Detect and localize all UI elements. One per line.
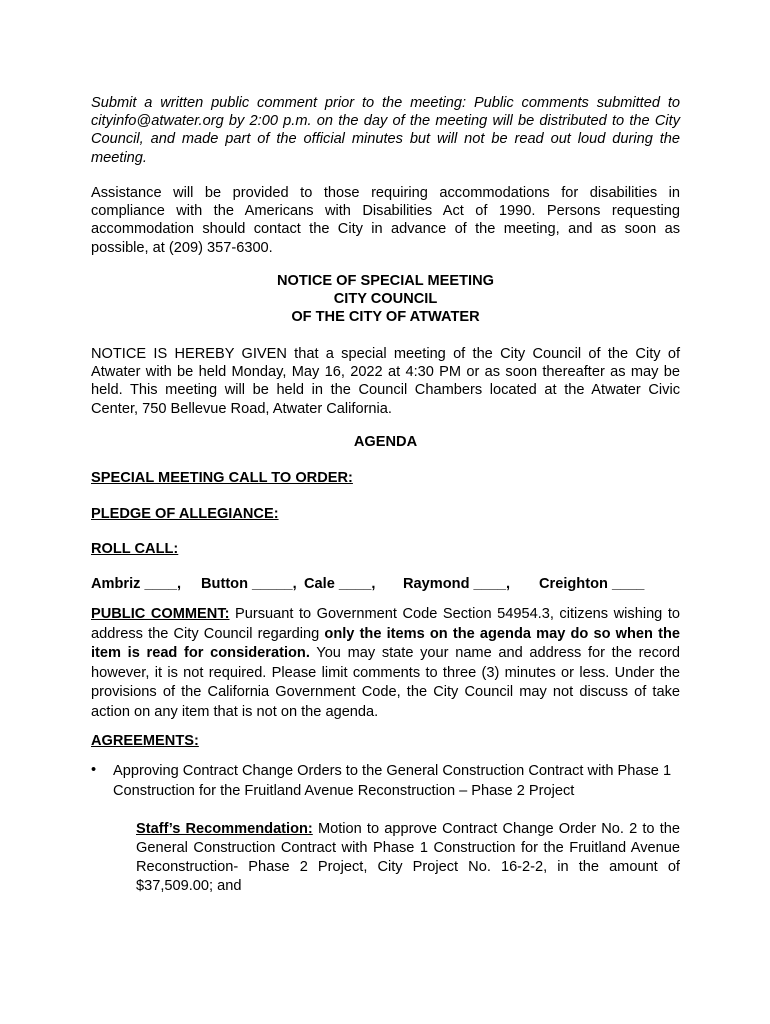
roll-raymond: Raymond ____,: [403, 576, 511, 592]
notice-title: [91, 272, 680, 327]
public-comment-label: PUBLIC COMMENT:: [91, 606, 230, 622]
notice-title-line-3: OF THE CITY OF ATWATER: [291, 309, 480, 326]
roll-button: Button _____,: [201, 576, 297, 592]
roll-cale: Cale ____,: [304, 576, 376, 592]
staff-recommendation-paragraph: [136, 820, 680, 896]
agenda-title: AGENDA: [353, 434, 418, 450]
call-to-order-heading: SPECIAL MEETING CALL TO ORDER:: [91, 470, 353, 486]
notice-title-line-2: CITY COUNCIL: [333, 291, 438, 308]
agreement-item: Approving Contract Change Orders to the General Construction Contract with Phase 1 Construction for the Fruitland Avenue Reconstruction – Phase 2 Project: [113, 763, 672, 799]
agreements-heading: AGREEMENTS:: [91, 733, 199, 749]
roll-creighton: Creighton ____: [539, 576, 645, 592]
staff-recommendation-text: Motion to approve Contract Change Order No. 2 to the General Construction Contract with Phase 1 Construction for the Fruitland Avenue Reconstruction- Phase 2 Project, City Project No. 16-2-2, in the amount of $37,509.00; and: [136, 821, 680, 894]
notice-title-line-1: NOTICE OF SPECIAL MEETING: [276, 273, 495, 289]
public-comment-text-1: Pursuant to Government Code Section 54954.3, citizens wishing to address the City Council regarding: [91, 606, 680, 642]
roll-call-heading: ROLL CALL:: [91, 541, 179, 557]
public-comment-paragraph: [91, 605, 680, 723]
assistance-paragraph: Assistance will be provided to those requiring accommodations for disabilities in compliance with the Americans with Disabilities Act of 1990. Persons requesting accommodation should contact the City in advance of the meeting, and as soon as possible, at (209) 357-6300.: [91, 185, 680, 256]
public-comment-bold-text: only the items on the agenda may do so when the item is read for consideration.: [91, 625, 680, 662]
public-comment-text-2: You may state your name and address for the record however, it is not required. Please limit comments to three (3) minutes or less. Under the provisions of the California Government Code, the City Council may not discuss of take action on any item that is not on the agenda.: [91, 645, 681, 720]
written-comment-paragraph: Submit a written public comment prior to the meeting: Public comments submitted to cityinfo@atwater.org by 2:00 p.m. on the day of the meeting will be distributed to the City Council, and made part of the official minutes but will not be read out loud during the meeting.: [91, 95, 680, 166]
roll-ambriz: Ambriz ____,: [91, 576, 182, 592]
staff-recommendation-label: Staff’s Recommendation:: [136, 821, 313, 837]
bullet-icon: •: [91, 762, 97, 778]
notice-body-paragraph: NOTICE IS HEREBY GIVEN that a special meeting of the City Council of the City of Atwater with be held Monday, May 16, 2022 at 4:30 PM or as soon thereafter as may be held. This meeting will be held in the Council Chambers located at the Atwater Civic Center, 750 Bellevue Road, Atwater California.: [91, 346, 680, 417]
pledge-heading: PLEDGE OF ALLEGIANCE:: [91, 506, 279, 522]
